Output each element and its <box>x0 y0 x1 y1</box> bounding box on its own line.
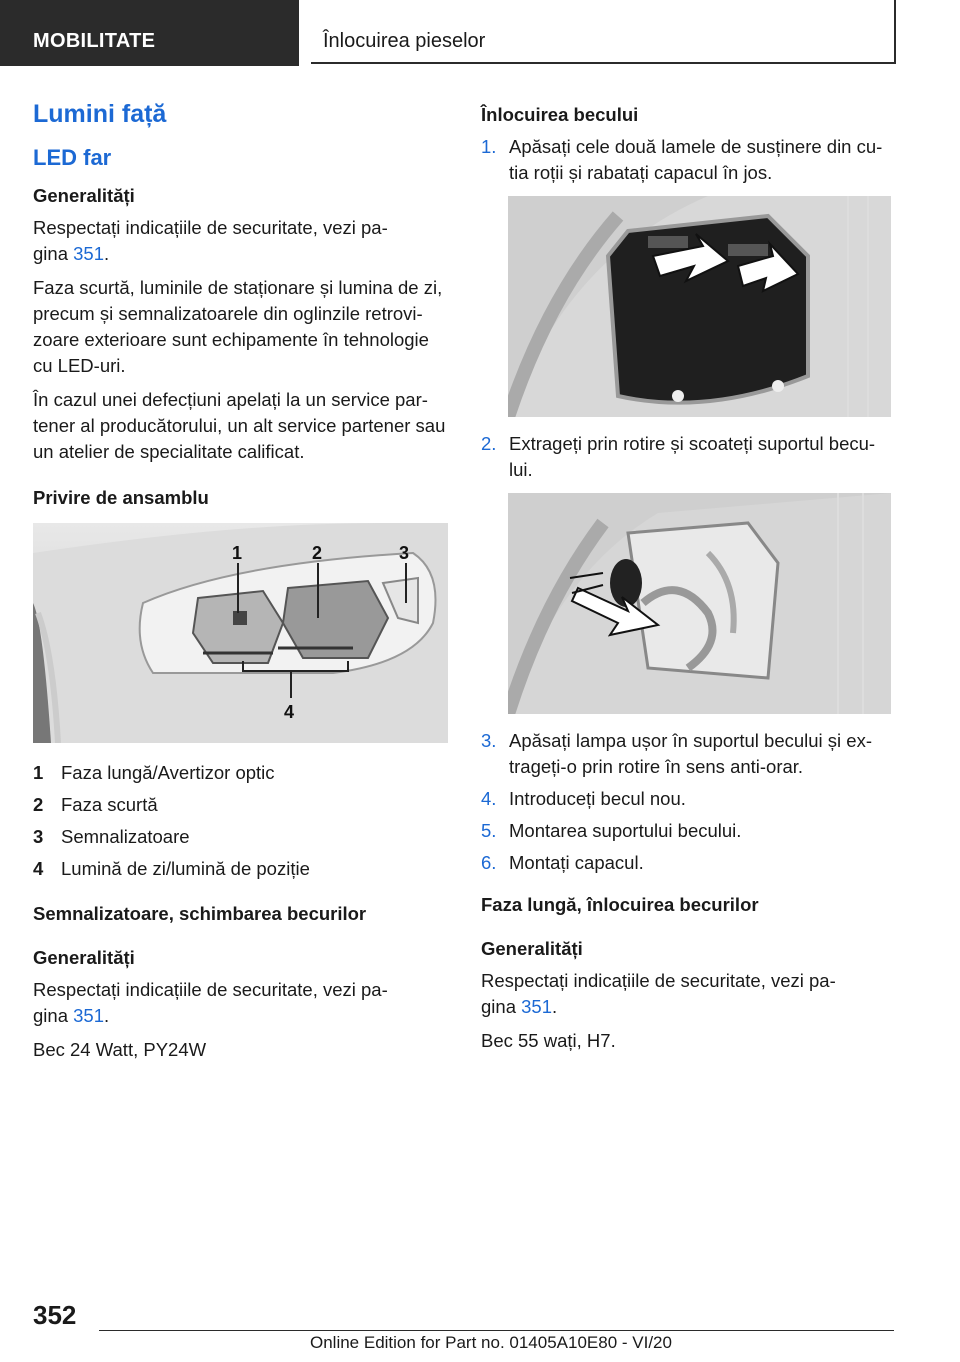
steps-list <box>481 728 893 876</box>
step-item: 2. Extrageți prin rotire și scoateți suportul becu-lui. <box>481 433 876 480</box>
turn-signal-heading: Semnalizatoare, schimbarea becurilor <box>33 903 367 924</box>
footer-divider <box>99 1330 894 1331</box>
page-link[interactable]: 351 <box>521 996 552 1017</box>
steps-list <box>481 431 893 483</box>
chapter-label: Înlocuirea pieselor <box>323 30 486 52</box>
replace-heading: Înlocuirea becului <box>481 104 639 125</box>
high-general-heading: Generalități <box>481 938 583 959</box>
page-header <box>0 0 960 66</box>
step-item: 3. Apăsați lampa ușor în suportul becului și ex-trageți-o prin rotire în sens anti-orar. <box>481 730 872 777</box>
step-item: 5. Montarea suportului becului. <box>481 820 742 841</box>
general-heading: Generalități <box>33 185 135 206</box>
step-item: 6. Montați capacul. <box>481 852 644 873</box>
headlight-figure <box>33 523 448 743</box>
overview-heading: Privire de ansamblu <box>33 487 209 508</box>
high-beam-heading: Faza lungă, înlocuirea becurilor <box>481 894 759 915</box>
page-link[interactable]: 351 <box>73 1005 104 1026</box>
high-bulb-spec: Bec 55 wați, H7. <box>481 1030 616 1051</box>
footer-edition: Online Edition for Part no. 01405A10E80 - VI/20 <box>310 1333 672 1352</box>
cover-figure <box>508 196 891 417</box>
figure-label-2: 2 <box>312 543 323 563</box>
page-title: Lumini față <box>33 100 167 128</box>
list-item: 2 Faza scurtă <box>33 794 158 815</box>
safety-note: Respectați indicațiile de securitate, vezi pa- gina 351. <box>33 217 388 264</box>
step-item: 1. Apăsați cele două lamele de susținere din cu-tia roții și rabatați capacul în jos. <box>481 136 883 183</box>
left-column <box>33 100 449 1071</box>
led-paragraph: Faza scurtă, luminile de staționare și lumina de zi, precum și semnalizatoarele din oglinzile retrovi-zoare exterioare sunt echipamente în tehnologie cu LED-uri. <box>33 277 443 376</box>
steps-list <box>481 134 893 186</box>
bulb-holder-figure <box>508 493 891 714</box>
right-column <box>481 104 893 1062</box>
turn-bulb-spec: Bec 24 Watt, PY24W <box>33 1039 207 1060</box>
section-tab[interactable] <box>0 0 299 66</box>
page-link[interactable]: 351 <box>73 243 104 264</box>
figure-label-1: 1 <box>232 543 243 563</box>
chapter-tab <box>311 0 896 64</box>
section-subtitle: LED far <box>33 145 112 170</box>
section-label: MOBILITATE <box>33 30 156 52</box>
high-safety-note: Respectați indicațiile de securitate, vezi pa- gina 351. <box>481 970 836 1017</box>
list-item: 1 Faza lungă/Avertizor optic <box>33 762 275 783</box>
turn-safety-note: Respectați indicațiile de securitate, vezi pa- gina 351. <box>33 979 388 1026</box>
page-number: 352 <box>33 1300 77 1330</box>
legend-list <box>33 757 449 885</box>
turn-general-heading: Generalități <box>33 947 135 968</box>
figure-label-3: 3 <box>399 543 410 563</box>
list-item: 3 Semnalizatoare <box>33 826 190 847</box>
figure-label-4: 4 <box>284 702 295 722</box>
bulb-holder-illustration <box>508 493 891 714</box>
wheel-arch-cover-illustration <box>508 196 891 417</box>
list-item: 4 Lumină de zi/lumină de poziție <box>33 858 310 879</box>
step-item: 4. Introduceți becul nou. <box>481 788 686 809</box>
service-paragraph: În cazul unei defecțiuni apelați la un service par-tener al producătorului, un alt service partener sau un atelier de specialitate calificat. <box>33 389 446 462</box>
headlight-illustration <box>33 523 448 743</box>
